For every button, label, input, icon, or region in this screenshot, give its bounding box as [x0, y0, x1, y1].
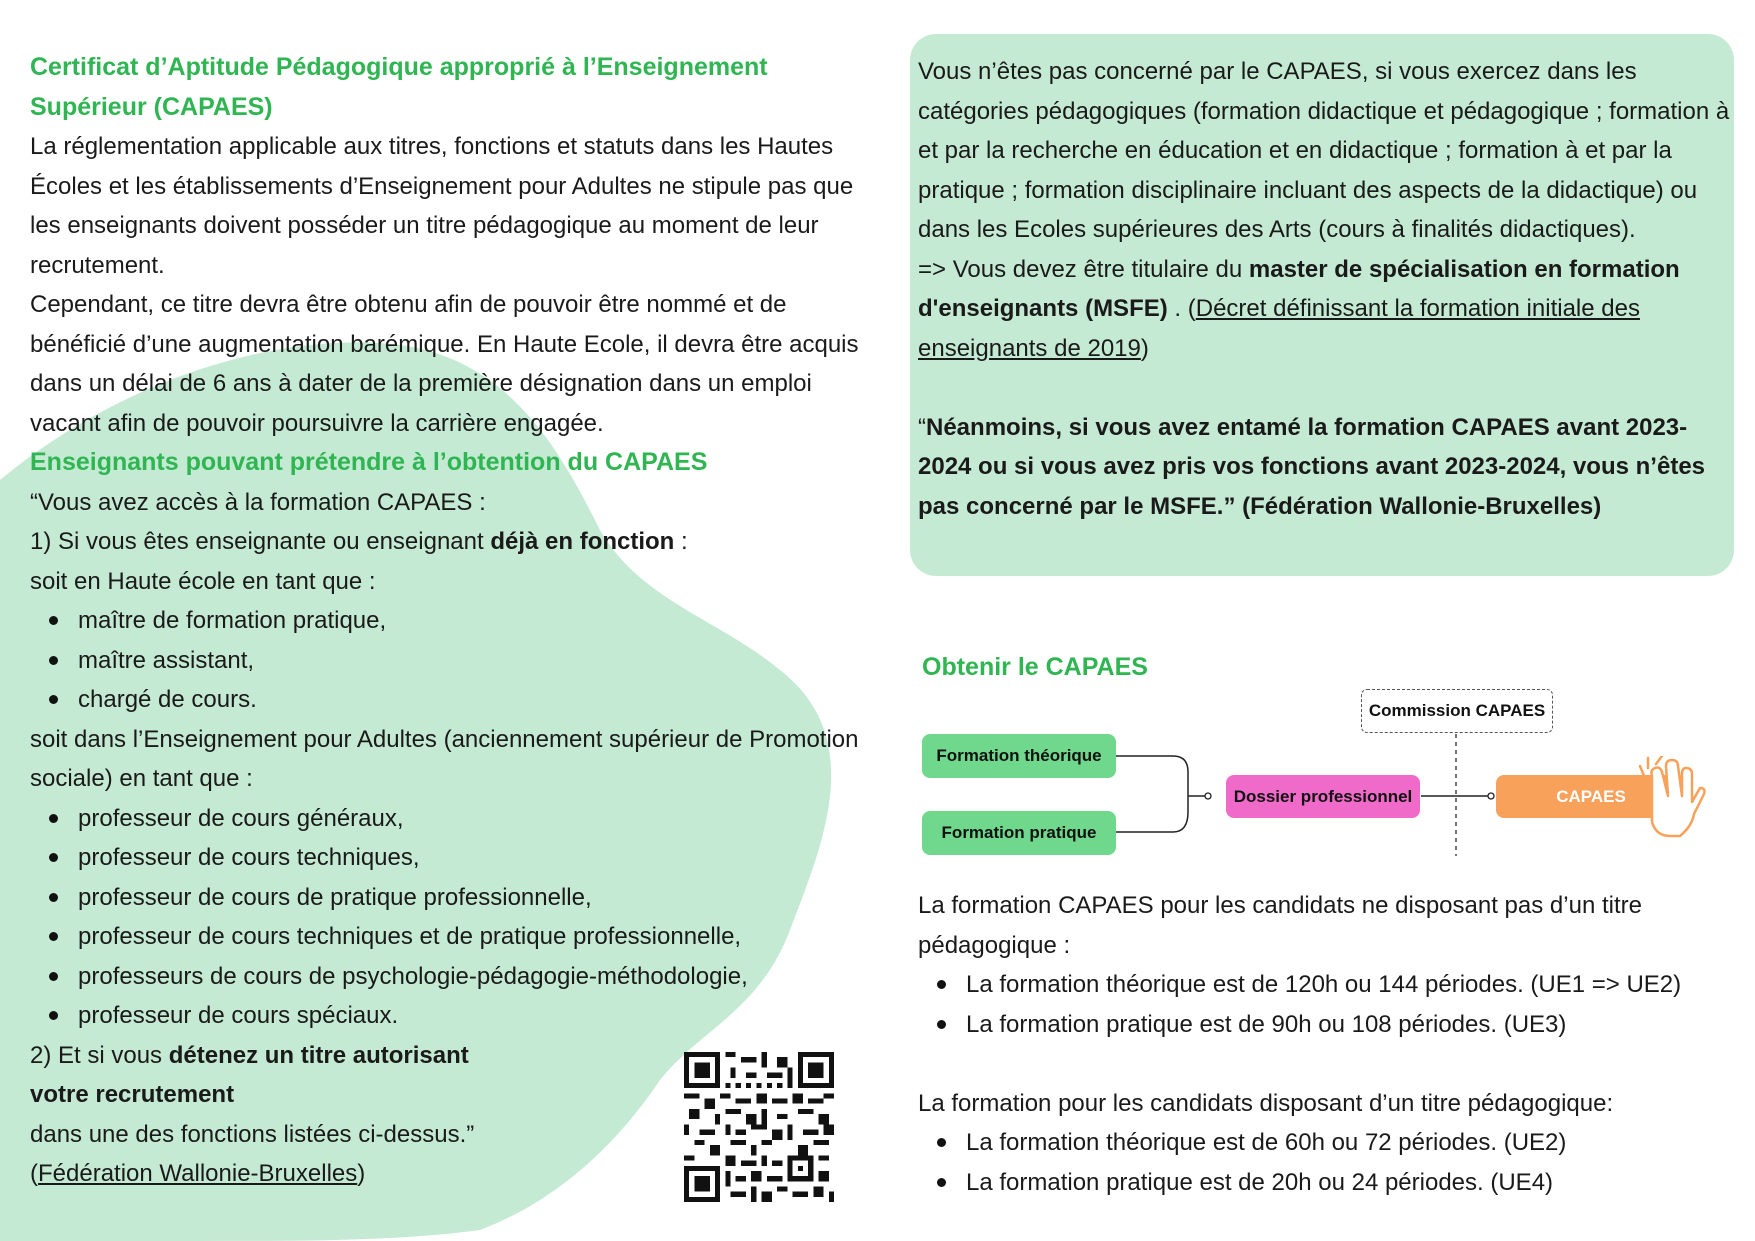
list-item: La formation théorique est de 120h ou 144 périodes. (UE1 => UE2) [966, 965, 1734, 1005]
obtain-capaes-title: Obtenir le CAPAES [922, 653, 1148, 681]
spacer [918, 1044, 1734, 1084]
capaes-flow-diagram [918, 682, 1718, 864]
commission-capaes-node: Commission CAPAES [1361, 689, 1553, 733]
list-item: professeur de cours généraux, [78, 799, 860, 839]
list-item: maître assistant, [78, 641, 860, 681]
nevertheless-quote: “Néanmoins, si vous avez entamé la formation CAPAES avant 2023-2024 ou si vous avez pris vos fonctions avant 2023-2024, vous n’êtes pas concerné par le MSFE.” (Fédération Wallonie-Bruxelles) [918, 413, 1706, 520]
clapping-hands-icon [1638, 756, 1710, 842]
point-1: 1) Si vous êtes enseignante ou enseignant déjà en fonction : [30, 528, 688, 555]
capaes-node: CAPAES [1496, 775, 1686, 818]
formation-pratique-node: Formation pratique [922, 811, 1116, 855]
source-line: (Fédération Wallonie-Bruxelles) [30, 1160, 366, 1187]
point-2-suffix: dans une des fonctions listées ci-dessus.” [30, 1120, 475, 1148]
with-title-list [918, 1123, 1734, 1202]
decret-link[interactable]: Décret définissant la formation initiale des enseignants de 2019 [918, 295, 1640, 362]
list-item: La formation pratique est de 90h ou 108 périodes. (UE3) [966, 1005, 1734, 1045]
with-title-intro: La formation pour les candidats disposant d’un titre pédagogique: [918, 1089, 1614, 1117]
list-item: La formation pratique est de 20h ou 24 périodes. (UE4) [966, 1163, 1734, 1203]
adult-education-list [30, 799, 860, 1036]
eligibility-subtitle: Enseignants pouvant prétendre à l’obtention du CAPAES [30, 448, 708, 476]
list-item: professeur de cours de pratique professionnelle, [78, 878, 860, 918]
fwb-link[interactable]: Fédération Wallonie-Bruxelles [38, 1160, 358, 1187]
qr-code-icon[interactable] [684, 1052, 834, 1202]
spacer [918, 368, 1734, 408]
dossier-professionnel-node: Dossier professionnel [1226, 775, 1420, 818]
formation-theorique-node: Formation théorique [922, 734, 1116, 778]
left-column [30, 48, 860, 1194]
list-item: professeur de cours techniques et de pratique professionnelle, [78, 917, 860, 957]
capaes-title: Certificat d’Aptitude Pédagogique approprié à l’Enseignement Supérieur (CAPAES) [30, 53, 768, 121]
regulation-paragraph: La réglementation applicable aux titres, fonctions et statuts dans les Hautes Écoles et les établissements d’Enseignement pour Adultes ne stipule pas que les enseignants doivent posséder un titre pédagogique au moment de leur recrutement. [30, 133, 854, 279]
access-intro: “Vous avez accès à la formation CAPAES : [30, 488, 486, 516]
haute-ecole-intro: soit en Haute école en tant que : [30, 567, 376, 595]
msfe-requirement: => Vous devez être titulaire du master de spécialisation en formation d'enseignants (MSFE) . (Décret définissant la formation initiale des enseignants de 2019) [918, 255, 1680, 362]
point-2: 2) Et si vous détenez un titre autorisant votre recrutement [30, 1041, 469, 1108]
list-item: professeur de cours techniques, [78, 838, 860, 878]
however-paragraph: Cependant, ce titre devra être obtenu afin de pouvoir être nommé et de bénéficié d’une augmentation barémique. En Haute Ecole, il devra être acquis dans un délai de 6 ans à dater de la première désignation dans un emploi vacant afin de pouvoir poursuivre la carrière engagée. [30, 291, 859, 437]
list-item: chargé de cours. [78, 680, 860, 720]
list-item: maître de formation pratique, [78, 601, 860, 641]
not-concerned-paragraph: Vous n’êtes pas concerné par le CAPAES, si vous exercez dans les catégories pédagogiques (formation didactique et pédagogique ; formation à et par la recherche en éducation et en didactique ; formation à et par la pratique ; formation disciplinaire incluant des aspects de la didactique) ou dans les Ecoles supérieures des Arts (cours à finalités didactiques). [918, 58, 1730, 243]
haute-ecole-list [30, 601, 860, 720]
adult-education-intro: soit dans l’Enseignement pour Adultes (anciennement supérieur de Promotion sociale) en tant que : [30, 725, 859, 792]
no-title-list [918, 965, 1734, 1044]
no-title-intro: La formation CAPAES pour les candidats ne disposant pas d’un titre pédagogique : [918, 892, 1642, 959]
list-item: professeur de cours spéciaux. [78, 996, 860, 1036]
list-item: professeurs de cours de psychologie-pédagogie-méthodologie, [78, 957, 860, 997]
msfe-info-text [918, 52, 1734, 526]
list-item: La formation théorique est de 60h ou 72 périodes. (UE2) [966, 1123, 1734, 1163]
training-details [918, 886, 1734, 1202]
